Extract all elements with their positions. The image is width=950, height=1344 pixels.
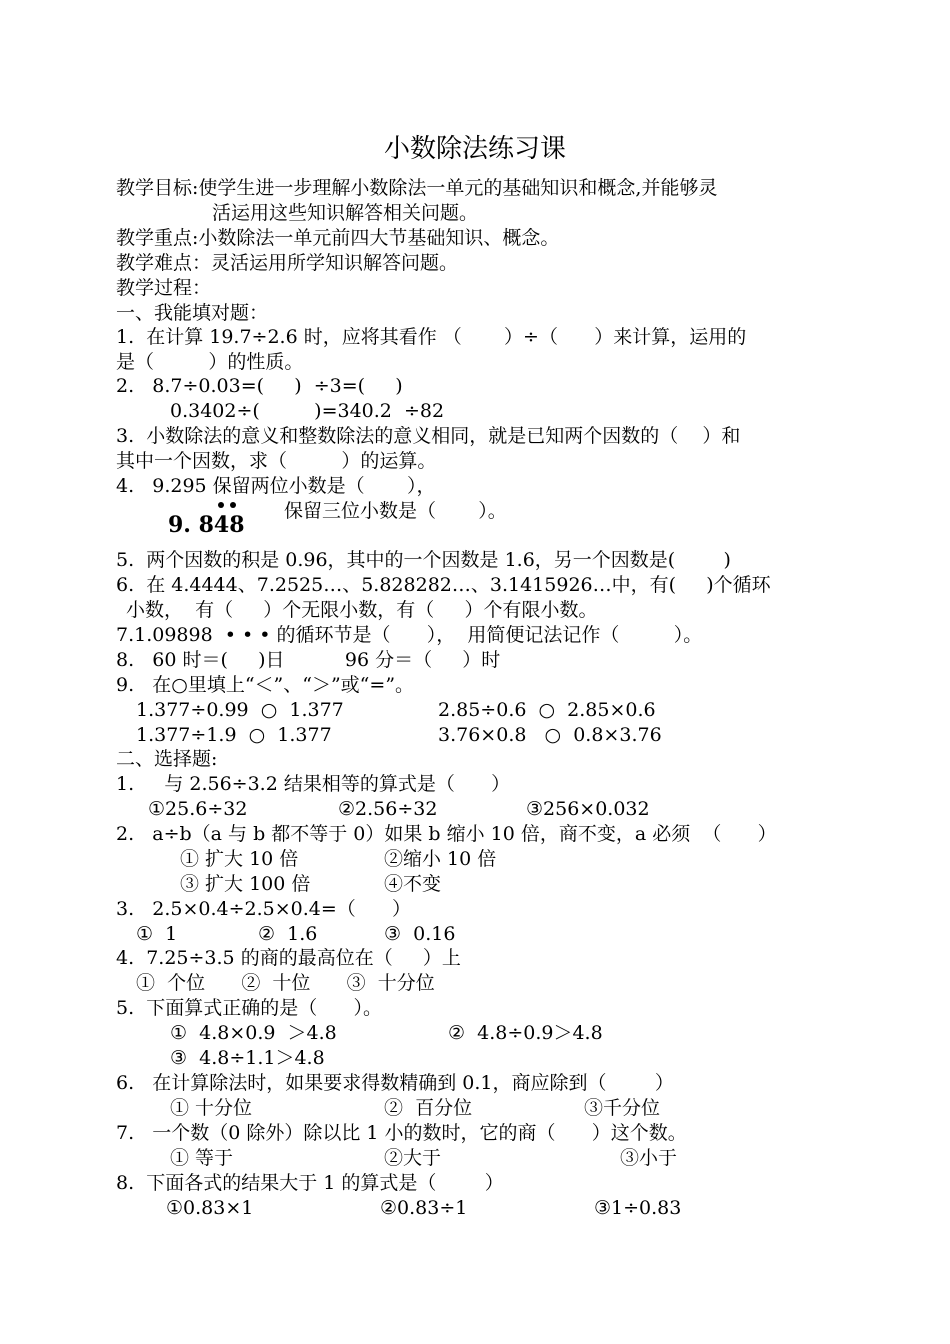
compare-item-2: 2.85÷0.6 ○ 2.85×0.6 [438,699,656,721]
fill-q6-line1: 6. 在 4.4444、7.2525…、5.828282…、3.1415926…中，有( )个循环 [116,574,771,596]
choice-q8: 8. 下面各式的结果大于 1 的算式是（ ） [116,1172,504,1194]
fill-q3-line2: 其中一个因数，求（ ）的运算。 [116,450,437,472]
choice-q7-option3: ③小于 [620,1147,678,1169]
choice-q6: 6. 在计算除法时，如果要求得数精确到 0.1，商应除到（ ） [116,1072,674,1094]
fill-q7: 7.1.09898 • • • 的循环节是（ ）， 用简便记法记作（ ）。 [116,624,703,646]
fill-q3-line1: 3. 小数除法的意义和整数除法的意义相同，就是已知两个因数的（ ）和 [116,425,741,447]
choice-q8-option2: ②0.83÷1 [380,1197,468,1219]
repeating-decimal-number: 9. 848 [168,512,245,538]
teaching-goal-line1: 教学目标:使学生进一步理解小数除法一单元的基础知识和概念,并能够灵 [116,177,718,199]
choice-q6-option3: ③千分位 [584,1097,661,1119]
choice-q5: 5. 下面算式正确的是（ ）。 [116,997,382,1019]
choice-q1-option2: ②2.56÷32 [338,798,438,820]
fill-q8: 8. 60 时＝( )日 96 分＝（ ）时 [116,649,501,671]
teaching-focus: 教学重点:小数除法一单元前四大节基础知识、概念。 [116,227,560,249]
fill-q2-line2: 0.3402÷( )=340.2 ÷82 [170,400,445,422]
fill-q5: 5. 两个因数的积是 0.96，其中的一个因数是 1.6，另一个因数是( ) [116,549,731,571]
choice-q5-option3: ③ 4.8÷1.1＞4.8 [170,1047,325,1069]
compare-item-1: 1.377÷0.99 ○ 1.377 [136,699,344,721]
choice-q8-option1: ①0.83×1 [166,1197,254,1219]
choice-q5-option2: ② 4.8÷0.9＞4.8 [448,1022,603,1044]
choice-q4-options: ① 个位 ② 十位 ③ 十分位 [136,972,435,994]
teaching-difficulty: 教学难点：灵活运用所学知识解答问题。 [116,252,459,274]
fill-q1-line1: 1. 在计算 19.7÷2.6 时，应将其看作 （ ）÷（ ）来计算，运用的 [116,326,747,348]
choice-q3-option3: ③ 0.16 [384,923,456,945]
teaching-goal-line2: 活运用这些知识解答相关问题。 [212,202,479,224]
choice-q5-option1: ① 4.8×0.9 ＞4.8 [170,1022,337,1044]
choice-q2: 2. a÷b（a 与 b 都不等于 0）如果 b 缩小 10 倍，商不变，a 必须 （ ） [116,823,777,845]
choice-q2-option1: ① 扩大 10 倍 [180,848,299,870]
fill-q9: 9. 在○里填上“＜”、“＞”或“=”。 [116,674,415,696]
choice-q3: 3. 2.5×0.4÷2.5×0.4=（ ） [116,898,412,920]
choice-q1-option1: ①25.6÷32 [148,798,248,820]
section-choice-heading: 二、选择题: [116,748,218,770]
fill-q6-line2: 小数， 有（ ）个无限小数，有（ ）个有限小数。 [126,599,598,621]
choice-q2-option4: ④不变 [384,873,442,895]
teaching-process: 教学过程： [116,277,212,299]
section-fill-heading: 一、我能填对题： [116,302,269,324]
fill-q4-line2: 保留三位小数是（ ）。 [284,500,507,522]
fill-q1-line2: 是（ ）的性质。 [116,351,304,373]
choice-q8-option3: ③1÷0.83 [594,1197,682,1219]
choice-q1: 1. 与 2.56÷3.2 结果相等的算式是（ ） [116,773,511,795]
fill-q2-line1: 2. 8.7÷0.03=( ) ÷3=( ) [116,375,403,397]
choice-q4: 4. 7.25÷3.5 的商的最高位在（ ）上 [116,947,461,969]
choice-q6-option1: ① 十分位 [170,1097,253,1119]
choice-q2-option3: ③ 扩大 100 倍 [180,873,311,895]
choice-q6-option2: ② 百分位 [384,1097,473,1119]
choice-q2-option2: ②缩小 10 倍 [384,848,497,870]
compare-item-3: 1.377÷1.9 ○ 1.377 [136,724,332,746]
choice-q7: 7. 一个数（0 除外）除以比 1 小的数时，它的商（ ）这个数。 [116,1122,687,1144]
page-title: 小数除法练习课 [383,134,566,164]
choice-q3-option2: ② 1.6 [258,923,318,945]
choice-q7-option2: ②大于 [384,1147,442,1169]
choice-q3-option1: ① 1 [136,923,178,945]
choice-q7-option1: ① 等于 [170,1147,234,1169]
repeating-dots-mark [218,502,240,512]
compare-item-4: 3.76×0.8 ○ 0.8×3.76 [438,724,662,746]
choice-q1-option3: ③256×0.032 [526,798,650,820]
fill-q4-line1: 4. 9.295 保留两位小数是（ ）， [116,475,436,497]
